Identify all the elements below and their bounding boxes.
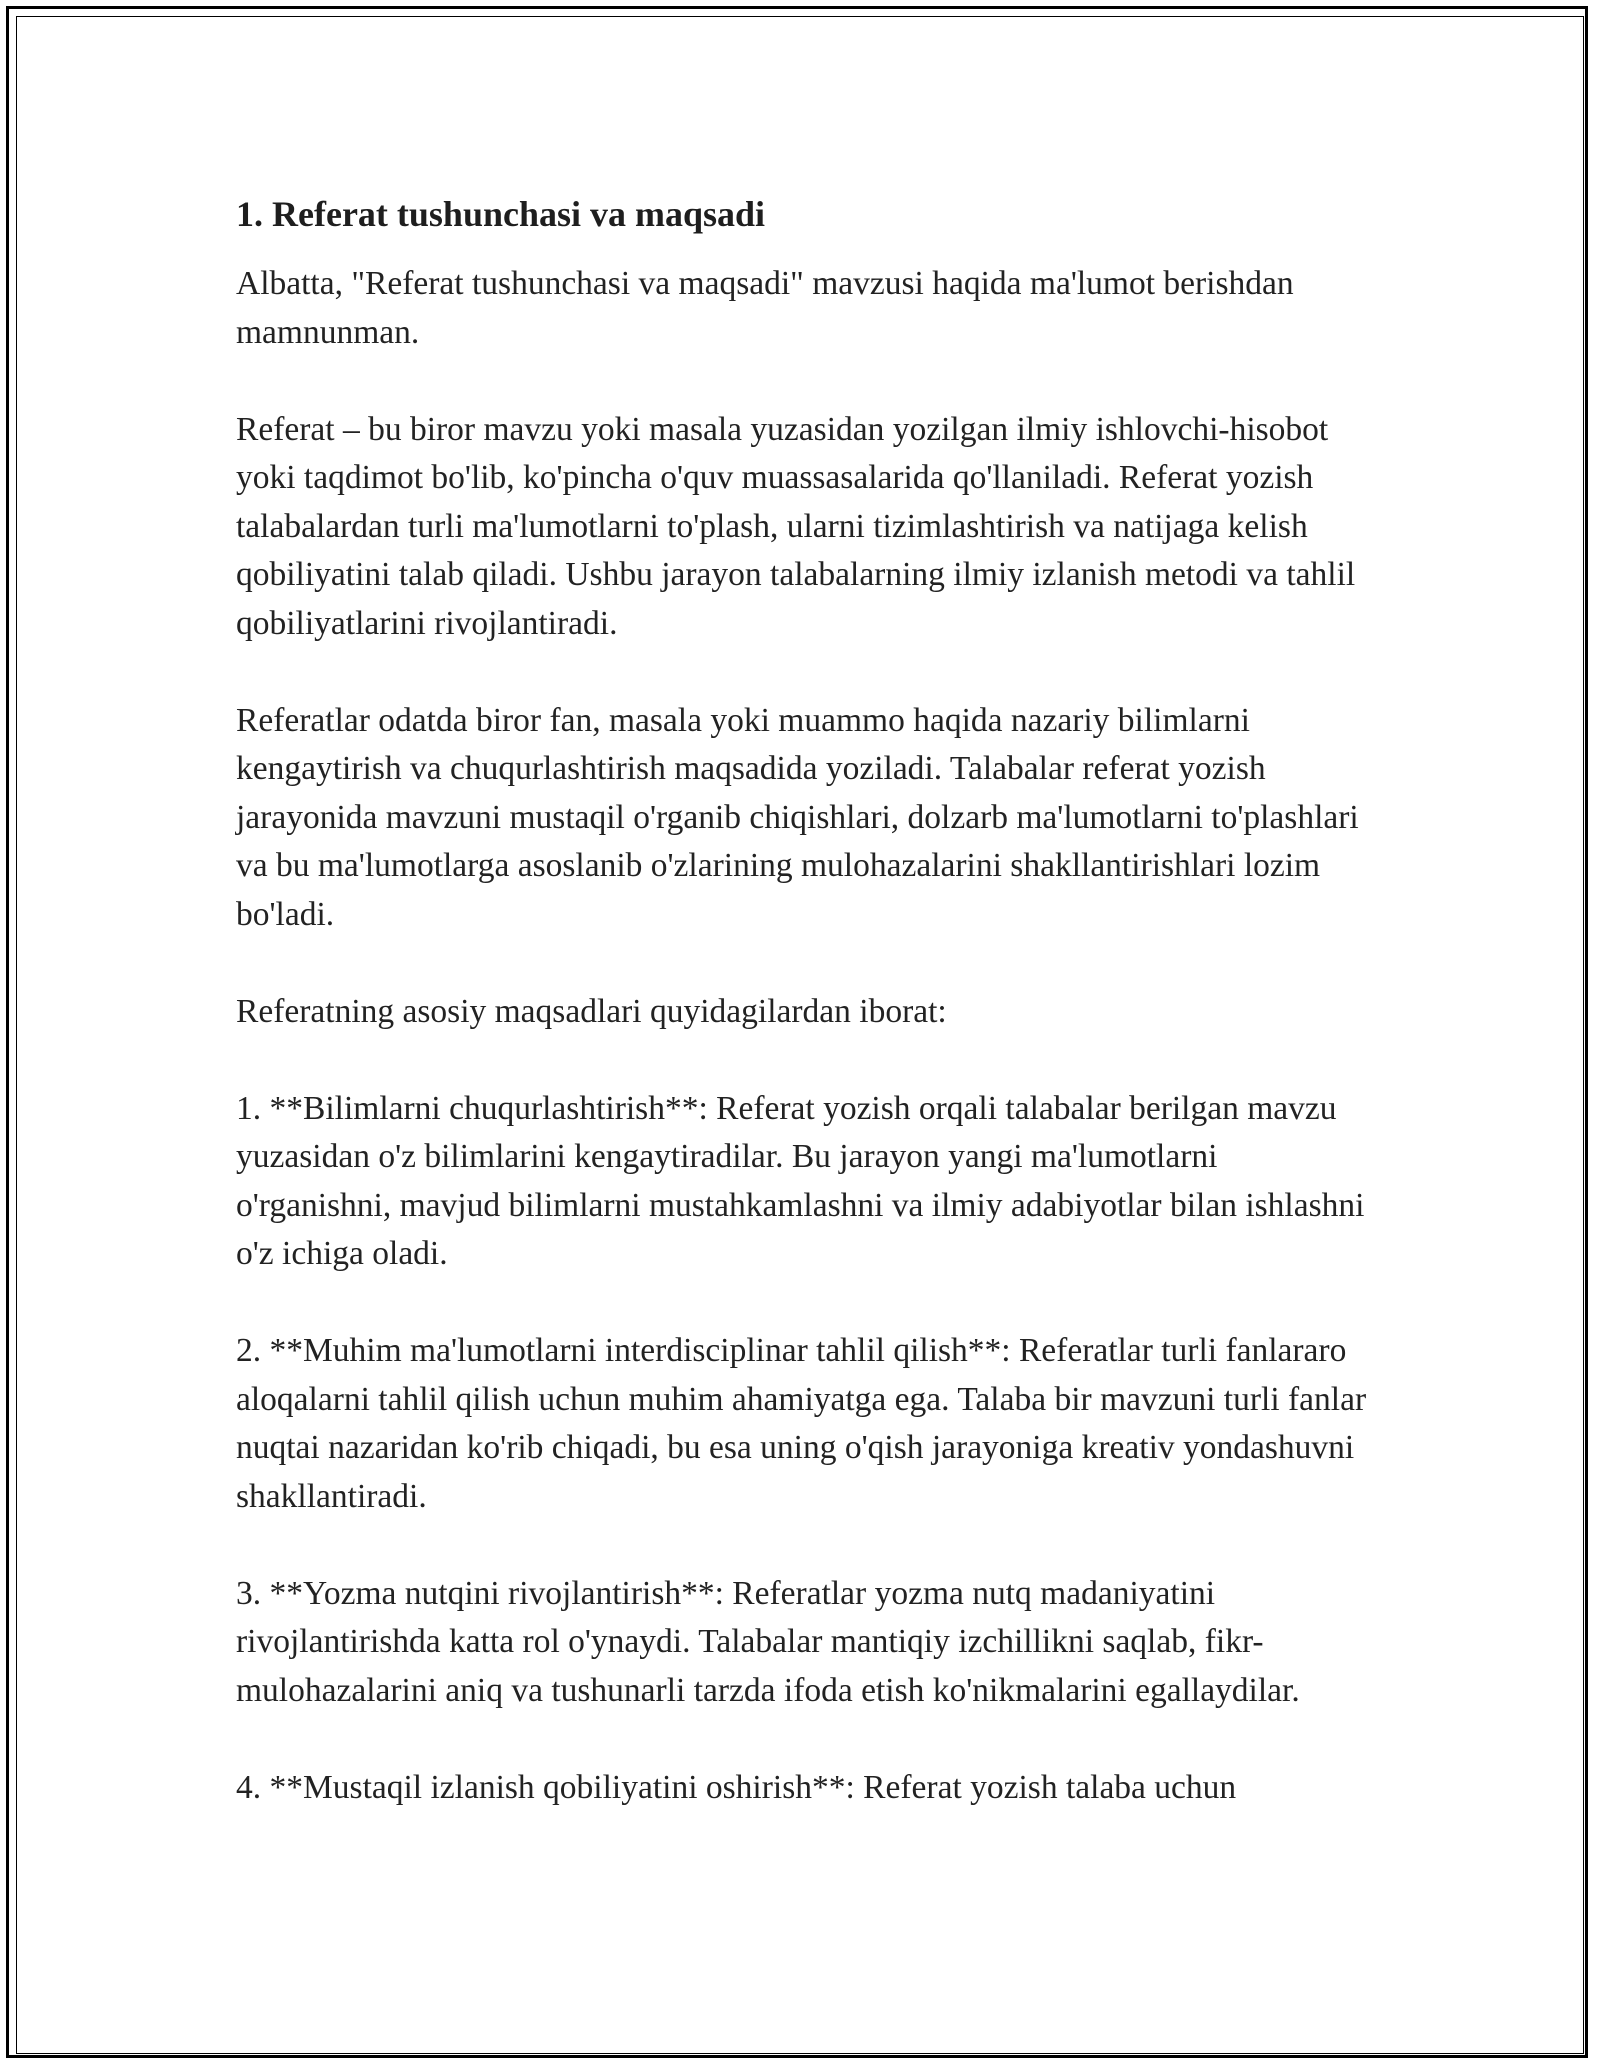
paragraph-intro: Albatta, "Referat tushunchasi va maqsadi" mavzusi haqida ma'lumot berishdan mamnunman. bbox=[236, 265, 1294, 351]
list-item-goal-1: 1. **Bilimlarni chuqurlashtirish**: Referat yozish orqali talabalar berilgan mavzu yuzasidan o'z bilimlarini kengaytiradilar. Bu jarayon yangi ma'lumotlarni o'rganishni, mavjud bilimlarni mustahkamlashni va ilmiy adabiyotlar bilan ishlashni o'z ichiga oladi. bbox=[236, 1089, 1365, 1272]
list-item-goal-4: 4. **Mustaqil izlanish qobiliyatini oshirish**: Referat yozish talaba uchun bbox=[236, 1768, 1237, 1806]
section-heading: 1. Referat tushunchasi va maqsadi bbox=[236, 194, 766, 234]
paragraph-goals-intro: Referatning asosiy maqsadlari quyidagilardan iborat: bbox=[236, 992, 947, 1030]
list-item-goal-3: 3. **Yozma nutqini rivojlantirish**: Referatlar yozma nutq madaniyatini rivojlantirishda katta rol o'ynaydi. Talabalar mantiqiy izchillikni saqlab, fikr-mulohazalarini aniq va tushunarli tarzda ifoda etish ko'nikmalarini egallaydilar. bbox=[236, 1574, 1300, 1709]
list-item-goal-2: 2. **Muhim ma'lumotlarni interdisciplinar tahlil qilish**: Referatlar turli fanlararo aloqalarni tahlil qilish uchun muhim ahamiyatga ega. Talaba bir mavzuni turli fanlar nuqtai nazaridan ko'rib chiqadi, bu esa uning o'qish jarayoniga kreativ yondashuvni shakllantiradi. bbox=[236, 1332, 1367, 1515]
document-page bbox=[236, 184, 1376, 1812]
paragraph-definition: Referat – bu biror mavzu yoki masala yuzasidan yozilgan ilmiy ishlovchi-hisobot yoki taqdimot bo'lib, ko'pincha o'quv muassasalarida qo'llaniladi. Referat yozish talabalardan turli ma'lumotlarni to'plash, ularni tizimlashtirish va natijaga kelish qobiliyatini talab qiladi. Ushbu jarayon talabalarning ilmiy izlanish metodi va tahlil qobiliyatlarini rivojlantiradi. bbox=[236, 410, 1356, 642]
paragraph-purpose: Referatlar odatda biror fan, masala yoki muammo haqida nazariy bilimlarni kengaytirish va chuqurlashtirish maqsadida yoziladi. Talabalar referat yozish jarayonida mavzuni mustaqil o'rganib chiqishlari, dolzarb ma'lumotlarni to'plashlari va bu ma'lumotlarga asoslanib o'zlarining mulohazalarini shakllantirishlari lozim bo'ladi. bbox=[236, 701, 1359, 933]
